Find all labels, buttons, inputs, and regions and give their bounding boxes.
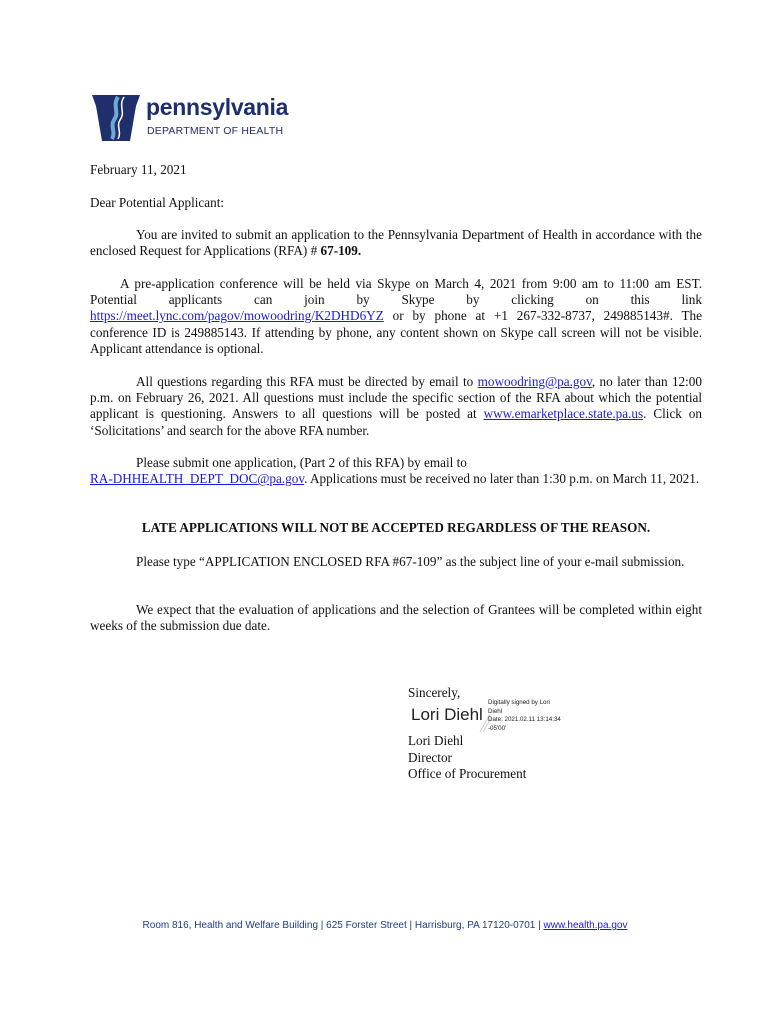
logo-department: DEPARTMENT OF HEALTH (147, 125, 284, 137)
emarketplace-link[interactable]: www.emarketplace.state.pa.us (483, 406, 644, 422)
conference-details: or by phone at +1 267-332-8737, 249885143#. The conference ID is 249885143. If attending by phone, any content shown on Skype call screen will not be visible. Applicant attendance is optional. (90, 308, 702, 356)
pa-health-logo (90, 92, 300, 142)
paragraph-submission (90, 455, 702, 487)
closing: Sincerely, (408, 685, 461, 700)
conference-line: A pre-application conference will be held via Skype on March 4, 2021 from 9:00 am to 11:00 am EST. Potential applicants can join by Skype by clicking on this link (90, 276, 702, 308)
paragraph-conference (90, 276, 702, 357)
questions-email-link[interactable]: mowoodring@pa.gov (477, 374, 592, 389)
signer-office: Office of Procurement (408, 766, 527, 781)
digital-signature-details (488, 699, 578, 733)
submission-text-a: Please submit one application, (Part 2 of this RFA) by email to (136, 455, 467, 470)
rfa-number: 67-109. (320, 243, 362, 259)
submission-email-link[interactable]: RA-DHHEALTH_DEPT_DOC@pa.gov (90, 471, 305, 487)
invitation-text: You are invited to submit an application to the Pennsylvania Department of Health in accordance with the enclosed Request for Applications (RFA) # (90, 227, 702, 259)
questions-text-b: , no later than 12:00 p.m. on February 26, 2021. All questions must include the specific section of the RFA about which the potential applicant is questioning. Answers to all questions will be posted at (90, 374, 702, 422)
signature-image-name: Lori Diehl (411, 705, 483, 724)
footer (0, 920, 770, 931)
letter-date: February 11, 2021 (90, 162, 187, 177)
paragraph-invitation (90, 227, 702, 259)
footer-address: Room 816, Health and Welfare Building | 625 Forster Street | Harrisburg, PA 17120-0701 | (142, 920, 544, 931)
digital-line-4: -05'00' (488, 724, 507, 732)
digital-line-2: Diehl (488, 707, 503, 715)
logo-wordmark: pennsylvania (146, 94, 289, 120)
keystone-icon (90, 92, 142, 144)
paragraph-evaluation: We expect that the evaluation of applications and the selection of Grantees will be completed within eight weeks of the submission due date. (90, 602, 702, 634)
digital-line-1: Digitally signed by Lori (488, 699, 550, 706)
submission-text-b: . Applications must be received no later than 1:30 p.m. on March 11, 2021. (304, 471, 700, 487)
footer-website-link[interactable]: www.health.pa.gov (543, 920, 628, 931)
paragraph-questions (90, 374, 702, 439)
digital-line-3: Date: 2021.02.11 13:14:34 (488, 716, 561, 724)
questions-text-a: All questions regarding this RFA must be directed by email to (136, 374, 478, 389)
skype-link[interactable]: https://meet.lync.com/pagov/mowoodring/K2DHD6YZ (90, 308, 384, 324)
signer-name: Lori Diehl (408, 733, 464, 748)
late-applications-warning: LATE APPLICATIONS WILL NOT BE ACCEPTED REGARDLESS OF THE REASON. (141, 520, 651, 535)
questions-text-c: . Click on ‘Solicitations’ and search for the above RFA number. (90, 406, 702, 438)
paragraph-subject-line: Please type “APPLICATION ENCLOSED RFA #67-109” as the subject line of your e-mail submission. (136, 554, 685, 569)
signer-block (408, 733, 526, 783)
letter-salutation: Dear Potential Applicant: (90, 195, 225, 210)
signer-title: Director (408, 749, 452, 765)
